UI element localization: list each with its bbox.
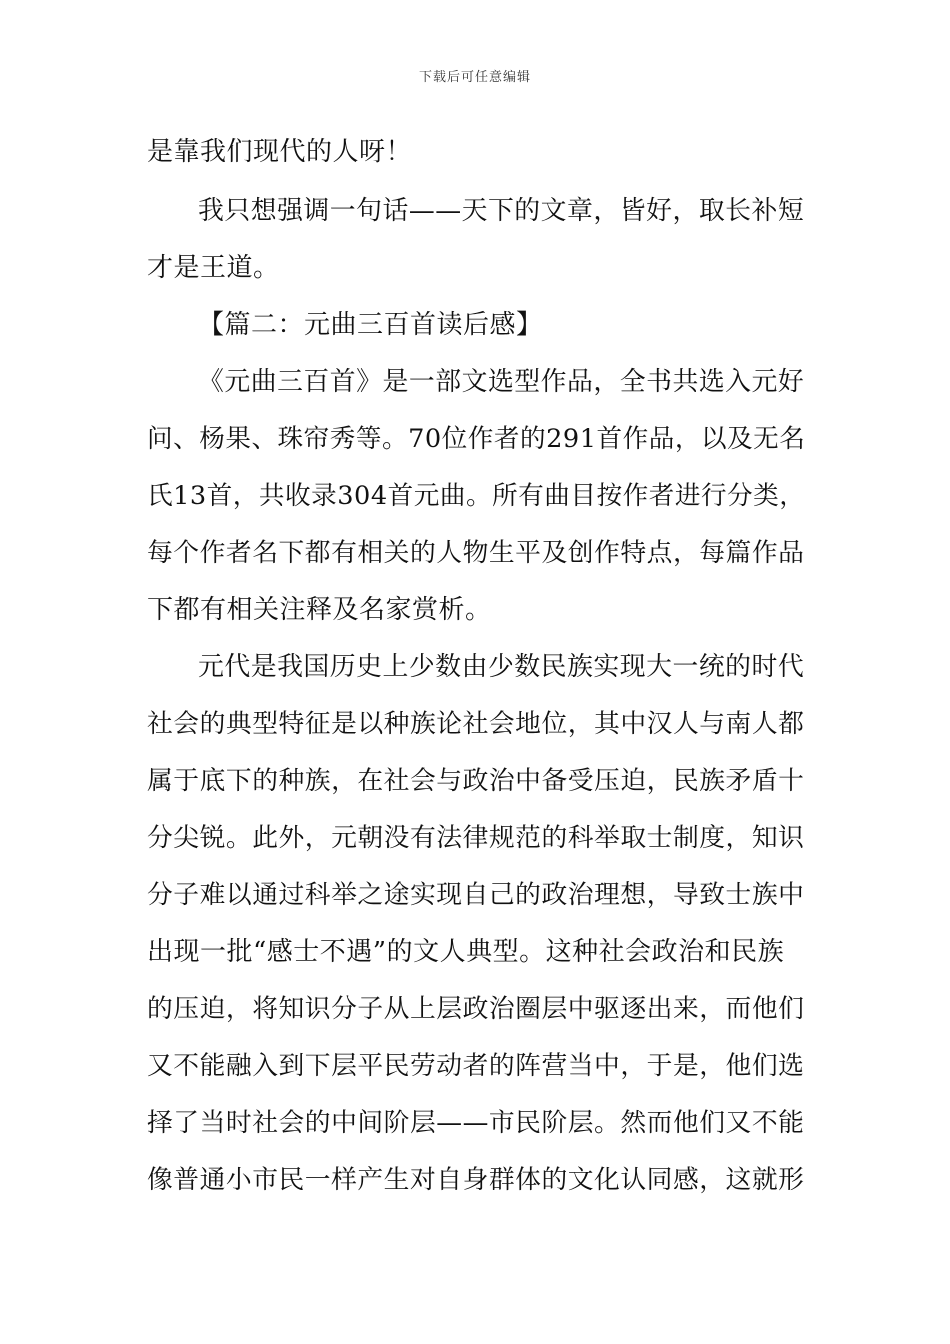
text-line: 择了当时社会的中间阶层——市民阶层。然而他们又不能 [147, 1108, 805, 1138]
text-line: 每个作者名下都有相关的人物生平及创作特点，每篇作品 [147, 538, 805, 568]
text-line: 问、杨果、珠帘秀等。70位作者的291首作品，以及无名 [147, 424, 806, 454]
section-heading: 【篇二：元曲三百首读后感】 [198, 310, 543, 340]
text-line: 属于底下的种族，在社会与政治中备受压迫，民族矛盾十 [147, 766, 805, 796]
text-line: 才是王道。 [147, 253, 280, 283]
text-line: 分尖锐。此外，元朝没有法律规范的科举取士制度，知识 [147, 823, 805, 853]
text-line: 分子难以通过科举之途实现自己的政治理想，导致士族中 [147, 880, 805, 910]
text-line: 元代是我国历史上少数由少数民族实现大一统的时代 [198, 652, 805, 682]
text-line: 出现一批“感士不遇”的文人典型。这种社会政治和民族 [147, 937, 785, 967]
text-line: 我只想强调一句话——天下的文章，皆好，取长补短 [198, 196, 805, 226]
text-line: 又不能融入到下层平民劳动者的阵营当中，于是，他们选 [147, 1051, 805, 1081]
text-line: 下都有相关注释及名家赏析。 [147, 595, 492, 625]
text-line: 是靠我们现代的人呀！ [147, 137, 413, 167]
text-line: 像普通小市民一样产生对自身群体的文化认同感，这就形 [147, 1165, 805, 1195]
text-line: 社会的典型特征是以种族论社会地位，其中汉人与南人都 [147, 709, 805, 739]
text-line: 的压迫，将知识分子从上层政治圈层中驱逐出来，而他们 [147, 994, 805, 1024]
text-line: 《元曲三百首》是一部文选型作品，全书共选入元好 [198, 367, 805, 397]
text-line: 氏13首，共收录304首元曲。所有曲目按作者进行分类， [147, 481, 806, 511]
page-header: 下载后可任意编辑 [418, 70, 531, 85]
